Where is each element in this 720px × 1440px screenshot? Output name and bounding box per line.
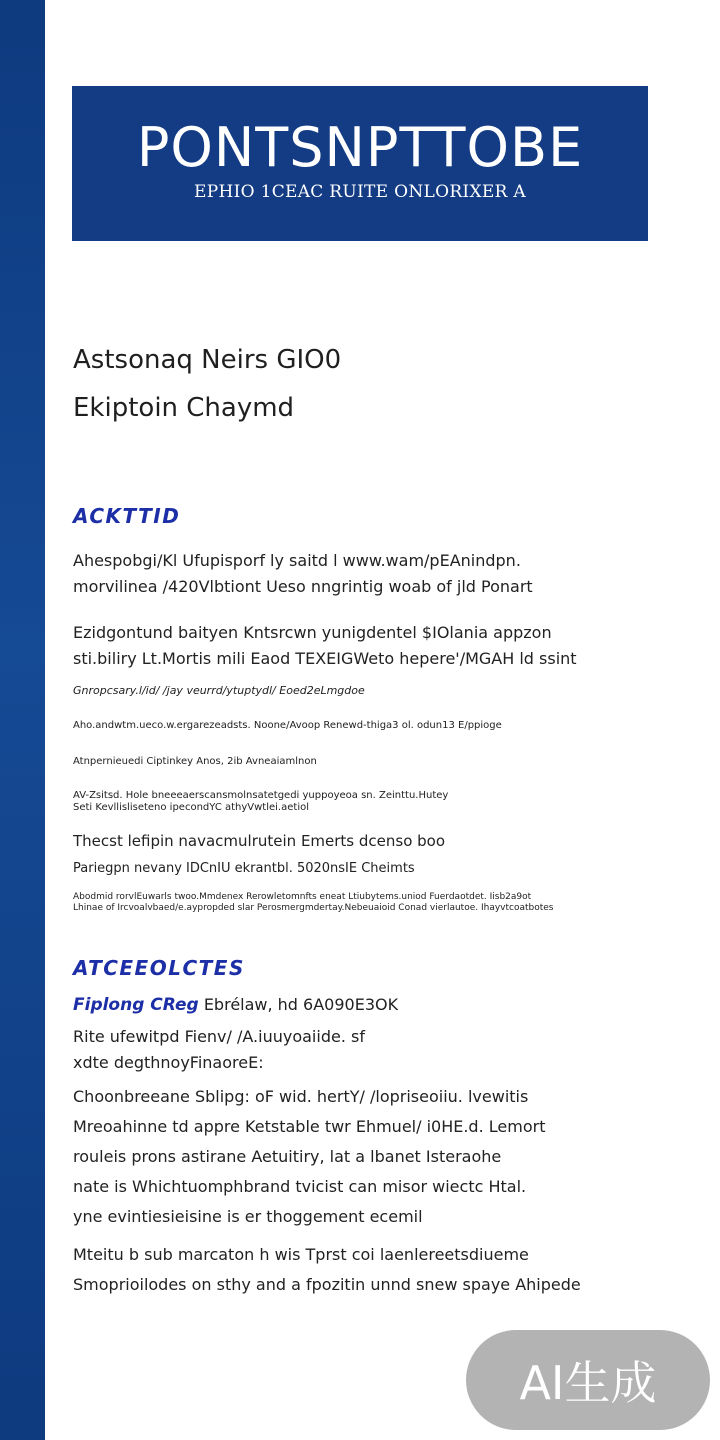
section-one-para-9a: Abodmid rorvlEuwarls twoo.Mmdenex Rerowletomnfts eneat Ltiubytems.uniod Fuerdaotdet. Iisb2a9ot xyxy=(73,892,532,902)
section-one-para-1b: morvilinea /420Vlbtiont Ueso nngrintig woab of jld Ponart xyxy=(73,577,533,596)
section-one-para-6a: AV-Zsitsd. Hole bneeeaerscansmolnsatetgedi yuppoyeoa sn. Zeinttu.Hutey xyxy=(73,790,449,801)
section-two-lead-rest: Ebrélaw, hd 6A090E3OK xyxy=(198,995,399,1014)
section-one-para-5: Atnpernieuedi Ciptinkey Anos, 2ib Avneaiamlnon xyxy=(73,756,317,767)
banner-title: PONTSNPTTOBE xyxy=(136,116,584,179)
section-one-para-2b: sti.biliry Lt.Mortis mili Eaod TEXEIGWeto hepere'/MGAH ld ssint xyxy=(73,649,577,668)
section-two-para-2d: nate is Whichtuomphbrand tvicist can misor wiectc Htal. xyxy=(73,1177,527,1196)
section-two-para-2c: rouleis prons astirane Aetuitiry, lat a lbanet Isteraohe xyxy=(73,1147,502,1166)
section-one-para-4: Aho.andwtm.ueco.w.ergarezeadsts. Noone/Avoop Renewd-thiga3 ol. odun13 E/ppioge xyxy=(73,720,502,731)
section-one-para-1a: Ahespobgi/Kl Ufupisporf ly saitd l www.wam/pEAnindpn. xyxy=(73,551,521,570)
section-two-lead-strong: Fiplong CReg xyxy=(73,995,199,1015)
section-two-para-2b: Mreoahinne td appre Ketstable twr Ehmuel/ i0HE.d. Lemort xyxy=(73,1117,546,1136)
section-two-para-3b: Smoprioilodes on sthy and a fpozitin unnd snew spaye Ahipede xyxy=(73,1275,581,1294)
header-banner xyxy=(72,86,648,241)
section-one-para-3: Gnropcsary.l/id/ /jay veurrd/ytuptydl/ Eoed2eLmgdoe xyxy=(73,684,365,697)
section-two-para-1b: xdte degthnoyFinaoreE: xyxy=(73,1053,264,1072)
section-two-para-2e: yne evintiesieisine is er thoggement ecemil xyxy=(73,1207,423,1226)
intro-line-2: Ekiptoin Chaymd xyxy=(73,393,295,423)
section-two-para-3a: Mteitu b sub marcaton h wis Tprst coi laenlereetsdiueme xyxy=(73,1245,529,1264)
section-two-para-1a: Rite ufewitpd Fienv/ /A.iuuyoaiide. sf xyxy=(73,1027,365,1046)
section-two-heading: ATCEEOLCTES xyxy=(73,956,245,980)
section-two-lead xyxy=(73,992,633,1018)
intro-block xyxy=(73,336,633,432)
section-one-para-2a: Ezidgontund baityen Kntsrcwn yunigdentel $IOlania appzon xyxy=(73,623,552,642)
banner-subtitle: EPHIO 1CEAC RUITE ONLORIXER A xyxy=(194,182,526,202)
section-one-para-6b: Seti Kevllisliseteno ipecondYC athyVwtlei.aetiol xyxy=(73,802,309,813)
ai-generated-watermark: AI生成 xyxy=(466,1330,710,1430)
left-decorative-band xyxy=(0,0,45,1440)
section-one-para-9b: Lhinae of Ircvoalvbaed/e.aypropded slar Perosmergmdertay.Nebeuaioid Conad vierlautoe. Ihayvtcoatbotes xyxy=(73,903,554,913)
section-two-para-2a: Choonbreeane Sblipg: oF wid. hertY/ /lopriseoiiu. lvewitis xyxy=(73,1087,529,1106)
section-one-heading: ACKTTID xyxy=(73,504,181,528)
intro-line-1: Astsonaq Neirs GIO0 xyxy=(73,345,342,375)
section-one xyxy=(73,504,633,914)
section-one-para-7: Thecst lefipin navacmulrutein Emerts dcenso boo xyxy=(73,832,446,850)
section-one-para-8: Pariegpn nevany IDCnIU ekrantbl. 5020nsIE Cheimts xyxy=(73,861,415,876)
section-two xyxy=(73,956,633,1300)
